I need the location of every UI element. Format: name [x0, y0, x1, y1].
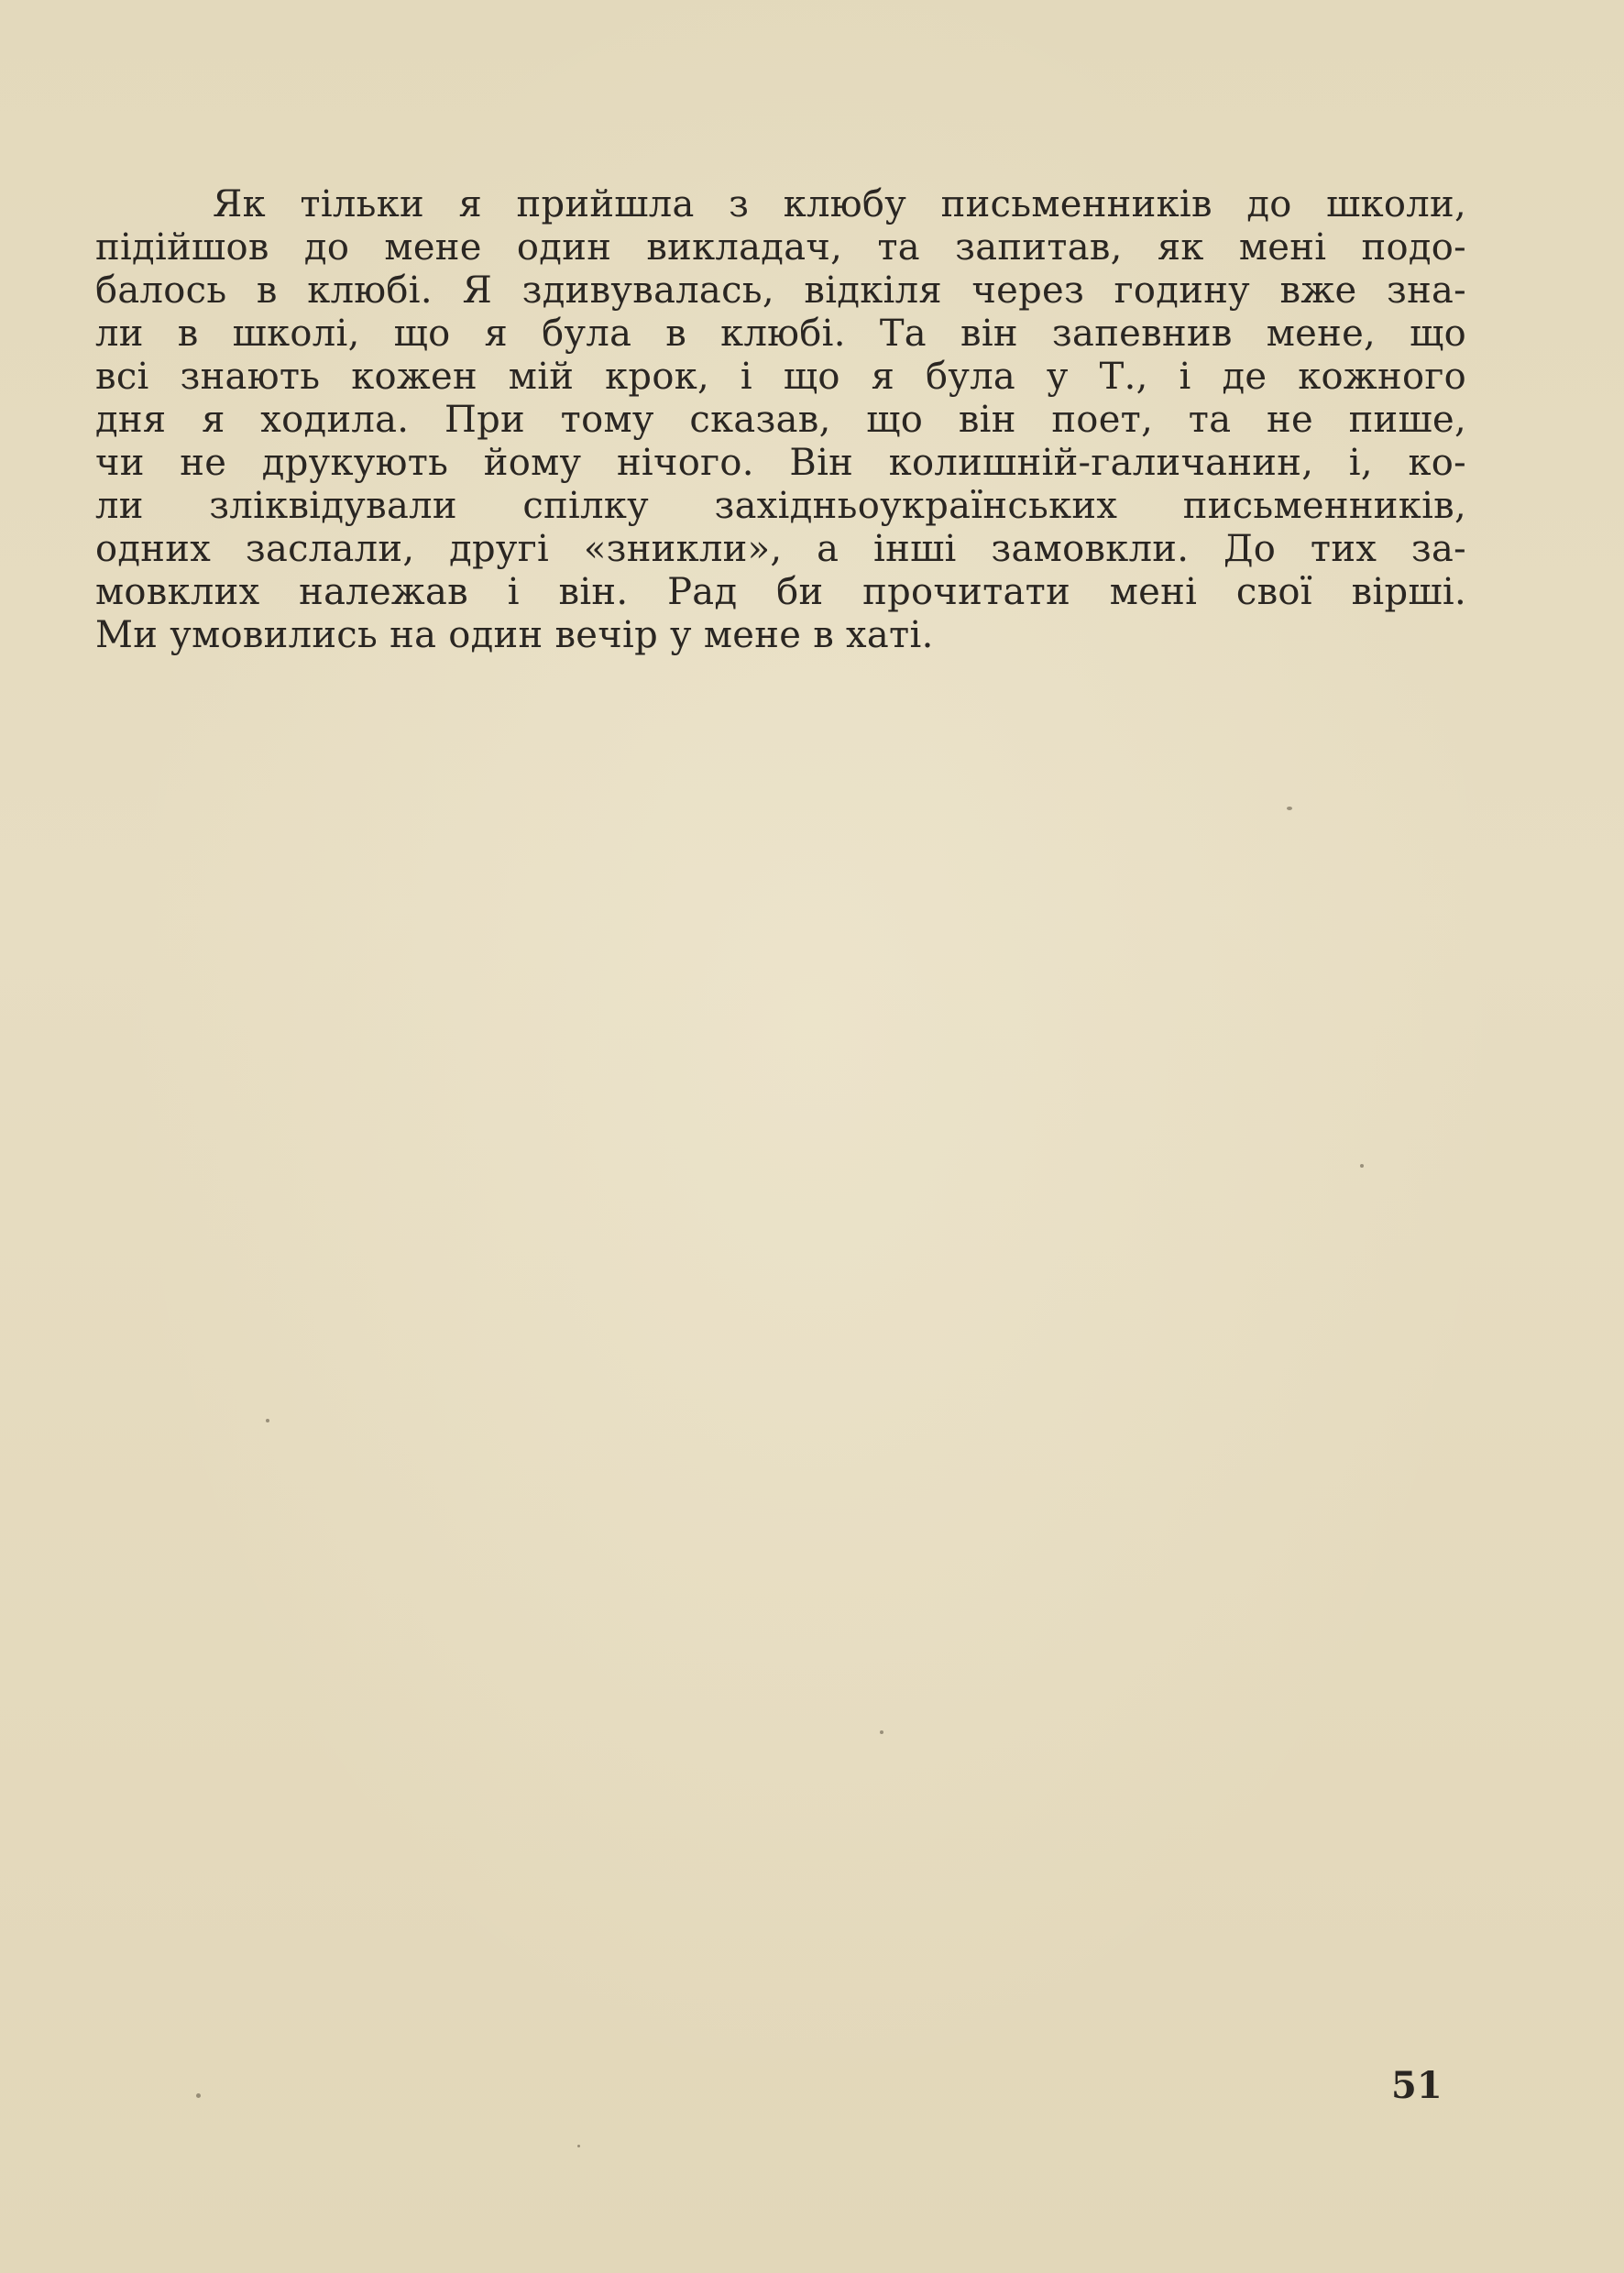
paper-speck: [1287, 807, 1292, 810]
paragraph-line: одних заслали, другі «зникли», а інші замовкли. До тих за-: [95, 528, 1466, 570]
paragraph-line: ли в школі, що я була в клюбі. Та він запевнив мене, що: [95, 313, 1466, 355]
paper-speck: [577, 2145, 580, 2147]
paper-speck: [266, 1419, 269, 1422]
paper-speck: [196, 2093, 201, 2098]
paragraph-line: Як тільки я прийшла з клюбу письменників до школи,: [213, 183, 1466, 225]
paper-speck: [1360, 1164, 1364, 1168]
paragraph-line: балось в клюбі. Я здивувалась, відкіля через годину вже зна-: [95, 269, 1466, 312]
paragraph-line: Ми умовились на один вечір у мене в хаті.: [95, 614, 934, 656]
paragraph-line: мовклих належав і він. Рад би прочитати мені свої вірші.: [95, 571, 1466, 613]
paragraph-line: підійшов до мене один викладач, та запитав, як мені подо-: [95, 226, 1466, 269]
page-number: 51: [1391, 2064, 1443, 2107]
body-paragraph: [95, 183, 1466, 657]
paragraph-line: чи не друкують йому нічого. Він колишній-галичанин, і, ко-: [95, 442, 1466, 484]
paragraph-line: ли зліквідували спілку західньоукраїнських письменників,: [95, 485, 1466, 527]
paragraph-line: дня я ходила. При тому сказав, що він поет, та не пише,: [95, 399, 1466, 441]
paragraph-line: всі знають кожен мій крок, і що я була у Т., і де кожного: [95, 356, 1466, 398]
paper-speck: [880, 1730, 883, 1734]
